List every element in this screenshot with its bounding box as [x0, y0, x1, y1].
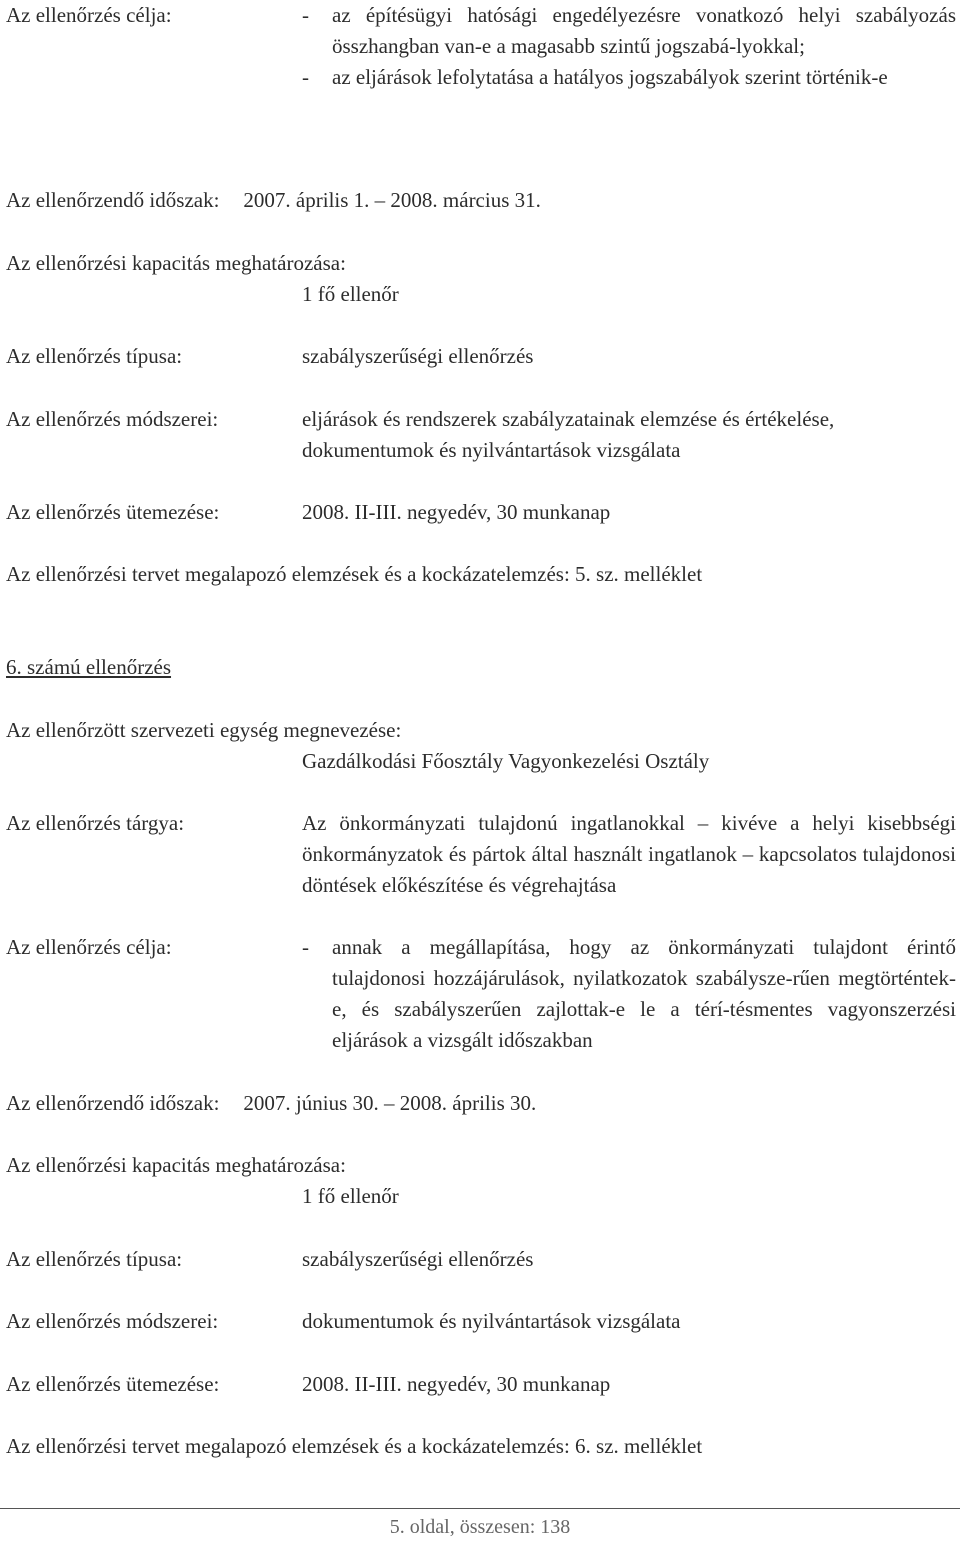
utem-value: 2008. II-III. negyedév, 30 munkanap: [302, 1372, 611, 1396]
dash-bullet: -: [302, 3, 309, 27]
idoszak-label: Az ellenőrzendő időszak:: [6, 188, 220, 212]
utem-label: Az ellenőrzés ütemezése:: [6, 500, 220, 524]
egyseg-value: Gazdálkodási Főosztály Vagyonkezelési Osztály: [302, 749, 710, 773]
cel-item: [302, 0, 956, 62]
cel-item: [302, 62, 956, 93]
tipus-label: Az ellenőrzés típusa:: [6, 1247, 183, 1271]
dash-bullet: -: [302, 935, 309, 959]
kapacitas-value: 1 fő ellenőr: [302, 1184, 399, 1208]
terv-value: 5. sz. melléklet: [575, 562, 703, 586]
tipus-value: szabályszerűségi ellenőrzés: [302, 344, 534, 368]
cel-item-text: annak a megállapítása, hogy az önkormányzati tulajdont érintő tulajdonosi hozzájárulások, nyilatkozatok szabálysze-rűen megtörténtek-e, és szabályszerűen zajlottak-e le a térí-tésmentes vagyonszerzési eljárások a vizsgált időszakban: [332, 935, 956, 1052]
modszer-label: Az ellenőrzés módszerei:: [6, 407, 219, 431]
targy-value: Az önkormányzati tulajdonú ingatlanokkal – kivéve a helyi kisebbségi önkormányzatok és pártok által használt ingatlanok – kapcsolatos tulajdonosi döntések előkészítése és végrehajtása: [302, 811, 956, 897]
kapacitas-value: 1 fő ellenőr: [302, 282, 399, 306]
cel-list: [302, 932, 956, 1056]
cel-label: Az ellenőrzés célja:: [6, 935, 172, 959]
egyseg-label: Az ellenőrzött szervezeti egység megnevezése:: [6, 718, 402, 742]
tipus-label: Az ellenőrzés típusa:: [6, 344, 183, 368]
terv-row-1: [6, 559, 956, 590]
dash-bullet: -: [302, 65, 309, 89]
idoszak-value: 2007. június 30. – 2008. április 30.: [243, 1091, 537, 1115]
cel-item-text: az építésügyi hatósági engedélyezésre vonatkozó helyi szabályozás összhangban van-e a magasabb szintű jogszabá-lyokkal;: [332, 3, 956, 58]
terv-row-2: [6, 1431, 956, 1462]
kapacitas-label: Az ellenőrzési kapacitás meghatározása:: [6, 1153, 346, 1177]
terv-label: Az ellenőrzési tervet megalapozó elemzések és a kockázatelemzés:: [6, 1434, 570, 1458]
modszer-value: eljárások és rendszerek szabályzatainak elemzése és értékelése, dokumentumok és nyilvántartások vizsgálata: [302, 407, 835, 462]
targy-label: Az ellenőrzés tárgya:: [6, 811, 185, 835]
idoszak-value: 2007. április 1. – 2008. március 31.: [243, 188, 541, 212]
footer-divider: [0, 1508, 960, 1509]
tipus-value: szabályszerűségi ellenőrzés: [302, 1247, 534, 1271]
utem-label: Az ellenőrzés ütemezése:: [6, 1372, 220, 1396]
cel-list: [302, 0, 956, 93]
page-footer: 5. oldal, összesen: 138: [389, 1516, 571, 1538]
modszer-label: Az ellenőrzés módszerei:: [6, 1309, 219, 1333]
kapacitas-label: Az ellenőrzési kapacitás meghatározása:: [6, 251, 346, 275]
terv-value: 6. sz. melléklet: [575, 1434, 703, 1458]
idoszak-row-1: [6, 185, 956, 216]
idoszak-label: Az ellenőrzendő időszak:: [6, 1091, 220, 1115]
section-heading: 6. számú ellenőrzés: [6, 655, 172, 679]
terv-label: Az ellenőrzési tervet megalapozó elemzések és a kockázatelemzés:: [6, 562, 570, 586]
cel-label: Az ellenőrzés célja:: [6, 3, 172, 27]
cel-item-text: az eljárások lefolytatása a hatályos jogszabályok szerint történik-e: [332, 65, 888, 89]
cel-item: [302, 932, 956, 1056]
utem-value: 2008. II-III. negyedév, 30 munkanap: [302, 500, 611, 524]
idoszak-row-2: [6, 1088, 956, 1119]
modszer-value: dokumentumok és nyilvántartások vizsgálata: [302, 1309, 681, 1333]
